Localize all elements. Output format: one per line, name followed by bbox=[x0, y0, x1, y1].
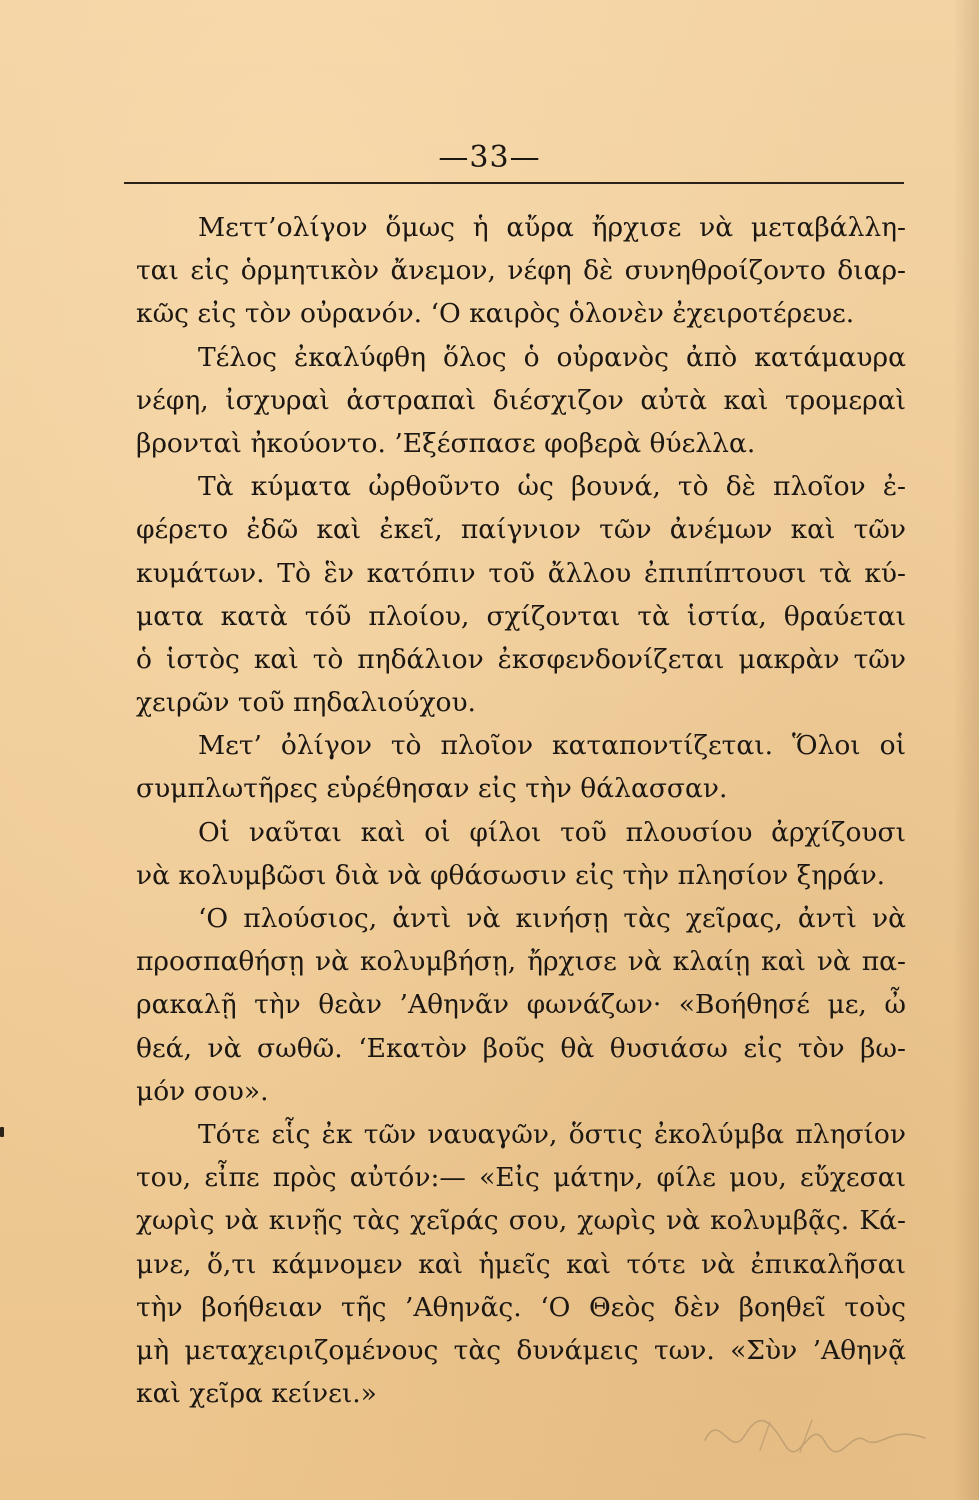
text-line: μνε, ὅ,τι κάμνομεν καὶ ἡμεῖς καὶ τότε νὰ ἐπικαλῆσαι bbox=[136, 1248, 906, 1280]
text-line: φέρετο ἐδῶ καὶ ἐκεῖ, παίγνιον τῶν ἀνέμων καὶ τῶν bbox=[136, 514, 906, 546]
text-line: ὁ ἱστὸς καὶ τὸ πηδάλιον ἐκσφενδονίζεται μακρὰν τῶν bbox=[136, 643, 906, 675]
page-edge-shadow bbox=[953, 0, 979, 1500]
text-line: χειρῶν τοῦ πηδαλιούχου. bbox=[136, 687, 476, 719]
margin-mark bbox=[0, 1127, 4, 1137]
text-line: Τὰ κύματα ὠρθοῦντο ὡς βουνά, τὸ δὲ πλοῖον ἐ- bbox=[198, 471, 906, 503]
page-number: —33— bbox=[438, 140, 541, 175]
text-line: νέφη, ἰσχυραὶ ἀστραπαὶ διέσχιζον αὐτὰ καὶ τρομεραὶ bbox=[136, 384, 906, 416]
text-line: συμπλωτῆρες εὑρέθησαν εἰς τὴν θάλασσαν. bbox=[136, 773, 728, 805]
text-line: Τότε εἷς ἐκ τῶν ναυαγῶν, ὅστις ἐκολύμβα πλησίον bbox=[198, 1118, 906, 1150]
text-line: θεά, νὰ σωθῶ. ‘Εκατὸν βοῦς θὰ θυσιάσω εἰς τὸν βω- bbox=[136, 1032, 906, 1064]
text-line: ται εἰς ὁρμητικὸν ἄνεμον, νέφη δὲ συνηθροίζοντο διαρ- bbox=[136, 255, 906, 287]
text-line: Οἱ ναῦται καὶ οἱ φίλοι τοῦ πλουσίου ἀρχίζουσι bbox=[198, 816, 906, 848]
text-line: μὴ μεταχειριζομένους τὰς δυνάμεις των. «Σὺν ’Αθηνᾷ bbox=[136, 1334, 906, 1366]
text-line: μόν σου». bbox=[136, 1075, 269, 1107]
text-line: προσπαθήσῃ νὰ κολυμβήσῃ, ἤρχισε νὰ κλαίῃ καὶ νὰ πα- bbox=[136, 946, 906, 978]
text-line: νὰ κολυμβῶσι διὰ νὰ φθάσωσιν εἰς τὴν πλησίον ξηράν. bbox=[136, 859, 886, 891]
text-line: κῶς εἰς τὸν οὐρανόν. ‘Ο καιρὸς ὁλονὲν ἐχειροτέρευε. bbox=[136, 298, 855, 330]
text-line: ‘Ο πλούσιος, ἀντὶ νὰ κινήσῃ τὰς χεῖρας, ἀντὶ νὰ bbox=[198, 903, 906, 934]
text-line: Τέλος ἐκαλύφθη ὅλος ὁ οὐρανὸς ἀπὸ κατάμαυρα bbox=[198, 341, 906, 373]
text-line: τὴν βοήθειαν τῆς ’Αθηνᾶς. ‘Ο Θεὸς δὲν βοηθεῖ τοὺς bbox=[136, 1291, 906, 1323]
text-line: Μετ’ ὀλίγον τὸ πλοῖον καταποντίζεται. Ὅλοι οἱ bbox=[198, 730, 906, 762]
text-line: βρονταὶ ἠκούοντο. ’Εξέσπασε φοβερὰ θύελλα. bbox=[136, 427, 756, 459]
text-line: καὶ χεῖρα κείνει.» bbox=[136, 1378, 377, 1410]
text-line: ρακαλῇ τὴν θεὰν ’Αθηνᾶν φωνάζων· «Βοήθησέ με, ὦ bbox=[136, 989, 906, 1021]
header-rule bbox=[124, 182, 904, 184]
text-line: του, εἶπε πρὸς αὐτόν:— «Εἰς μάτην, φίλε μου, εὔχεσαι bbox=[136, 1162, 906, 1194]
text-line: Μεττ’ολίγον ὅμως ἡ αὔρα ἤρχισε νὰ μεταβάλλη- bbox=[198, 212, 906, 243]
text-line: χωρὶς νὰ κινῇς τὰς χεῖράς σου, χωρὶς νὰ κολυμβᾷς. Κά- bbox=[136, 1205, 906, 1237]
text-line: κυμάτων. Τὸ ἓν κατόπιν τοῦ ἄλλου ἐπιπίπτουσι τὰ κύ- bbox=[136, 557, 906, 589]
body-text bbox=[136, 206, 906, 1415]
pencil-scribble bbox=[700, 1400, 930, 1470]
text-line: ματα κατὰ τόῦ πλοίου, σχίζονται τὰ ἱστία, θραύεται bbox=[136, 600, 906, 632]
